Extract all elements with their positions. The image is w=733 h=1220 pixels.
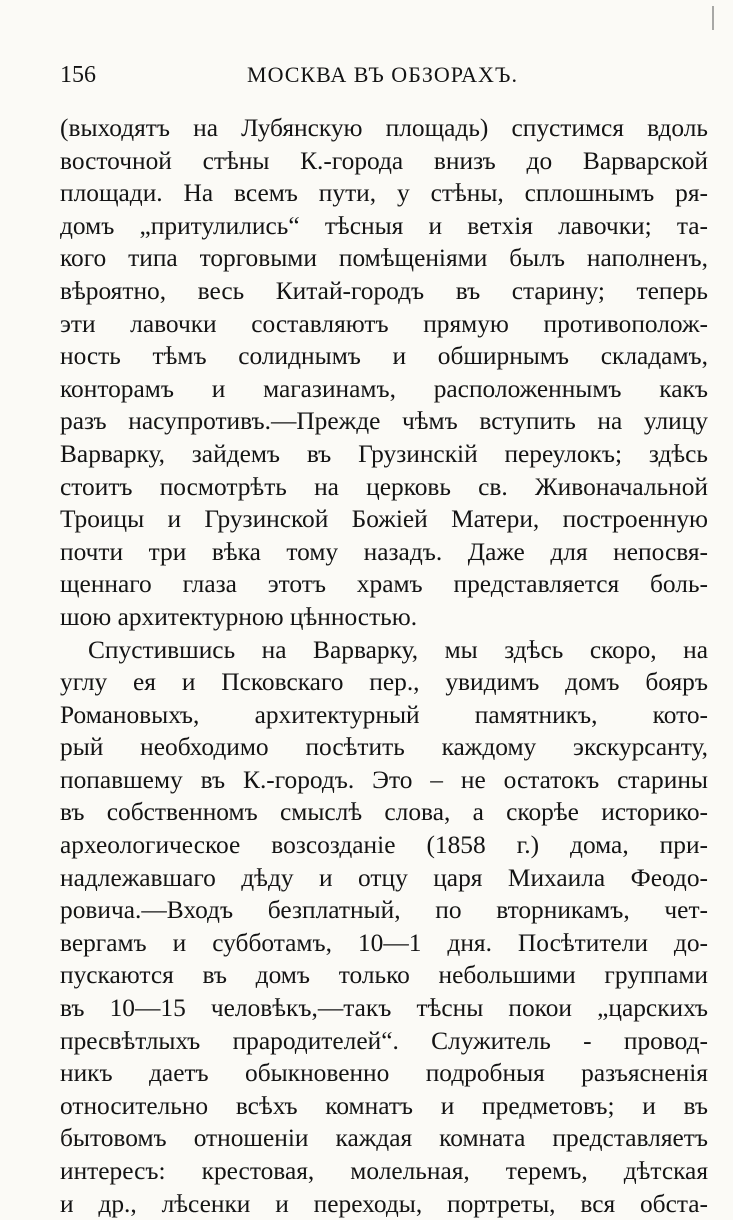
text-line: стоитъ посмотрѣть на церковь св. Живоначальной (60, 472, 708, 501)
page-header (60, 62, 705, 98)
text-line: ность тѣмъ солиднымъ и обширнымъ складамъ, (60, 342, 708, 371)
text-line: въ собственномъ смыслѣ слова, а скорѣе историко- (60, 798, 708, 827)
text-line: вергамъ и субботамъ, 10—1 дня. Посѣтители до- (60, 928, 708, 957)
text-line: попавшему въ К.-городъ. Это – не остатокъ старины (60, 765, 708, 794)
text-line: археологическое возсозданіе (1858 г.) дома, при- (60, 831, 708, 860)
text-line: интересъ: крестовая, молельная, теремъ, дѣтская (60, 1157, 708, 1185)
text-line: ровича.—Входъ безплатный, по вторникамъ, чет- (60, 896, 708, 925)
text-line: (выходятъ на Лубянскую площадь) спустимся вдоль (60, 114, 708, 142)
text-line: въ 10—15 человѣкъ,—такъ тѣсны покои „царскихъ (60, 994, 708, 1023)
text-line: бытовомъ отношеніи каждая комната представляетъ (60, 1124, 708, 1153)
text-line: рый необходимо посѣтить каждому экскурсанту, (60, 733, 708, 762)
text-line: домъ „притулились“ тѣсныя и ветхія лавочки; та- (60, 211, 708, 240)
text-line: никъ даетъ обыкновенно подробныя разъясненія (60, 1059, 708, 1088)
text-line: Варварку, зайдемъ въ Грузинскій переулокъ; здѣсь (60, 439, 708, 468)
text-line: относительно всѣхъ комнатъ и предметовъ; и въ (60, 1091, 708, 1120)
text-line: кого типа торговыми помѣщеніями былъ наполненъ, (60, 244, 708, 273)
text-line: пускаются въ домъ только небольшими группами (60, 961, 708, 990)
text-line: площади. На всемъ пути, у стѣны, сплошнымъ ря- (60, 179, 708, 208)
text-line: восточной стѣны К.-города внизъ до Варварской (60, 146, 708, 175)
text-line: углу ея и Псковскаго пер., увидимъ домъ бояръ (60, 668, 708, 697)
text-line: Троицы и Грузинской Божіей Матери, построенную (60, 505, 708, 534)
paragraph-start-line: Спустившись на Варварку, мы здѣсь скоро, на (88, 635, 708, 664)
text-line: надлежавшаго дѣду и отцу царя Михаила Феодо- (60, 863, 708, 892)
text-line: почти три вѣка тому назадъ. Даже для непосвя- (60, 537, 708, 566)
text-line: разъ насупротивъ.—Прежде чѣмъ вступить на улицу (60, 407, 708, 436)
text-line: пресвѣтлыхъ прародителей“. Служитель - провод- (60, 1026, 708, 1055)
text-line: вѣроятно, весь Китай-городъ въ старину; теперь (60, 276, 708, 305)
text-line: конторамъ и магазинамъ, расположеннымъ какъ (60, 374, 708, 403)
body-text (60, 112, 708, 1220)
scan-edge-mark (712, 6, 728, 30)
text-line: и др., лѣсенки и переходы, портреты, вся обста- (60, 1189, 708, 1218)
running-title: МОСКВА ВЪ ОБЗОРАХЪ. (247, 62, 518, 87)
page-number: 156 (60, 62, 96, 88)
text-line: Романовыхъ, архитектурный памятникъ, кото- (60, 700, 708, 729)
text-line: эти лавочки составляютъ прямую противополож- (60, 309, 708, 338)
text-line: щеннаго глаза этотъ храмъ представляется боль- (60, 570, 708, 599)
paragraph-end-line: шою архитектурною цѣнностью. (60, 602, 418, 631)
